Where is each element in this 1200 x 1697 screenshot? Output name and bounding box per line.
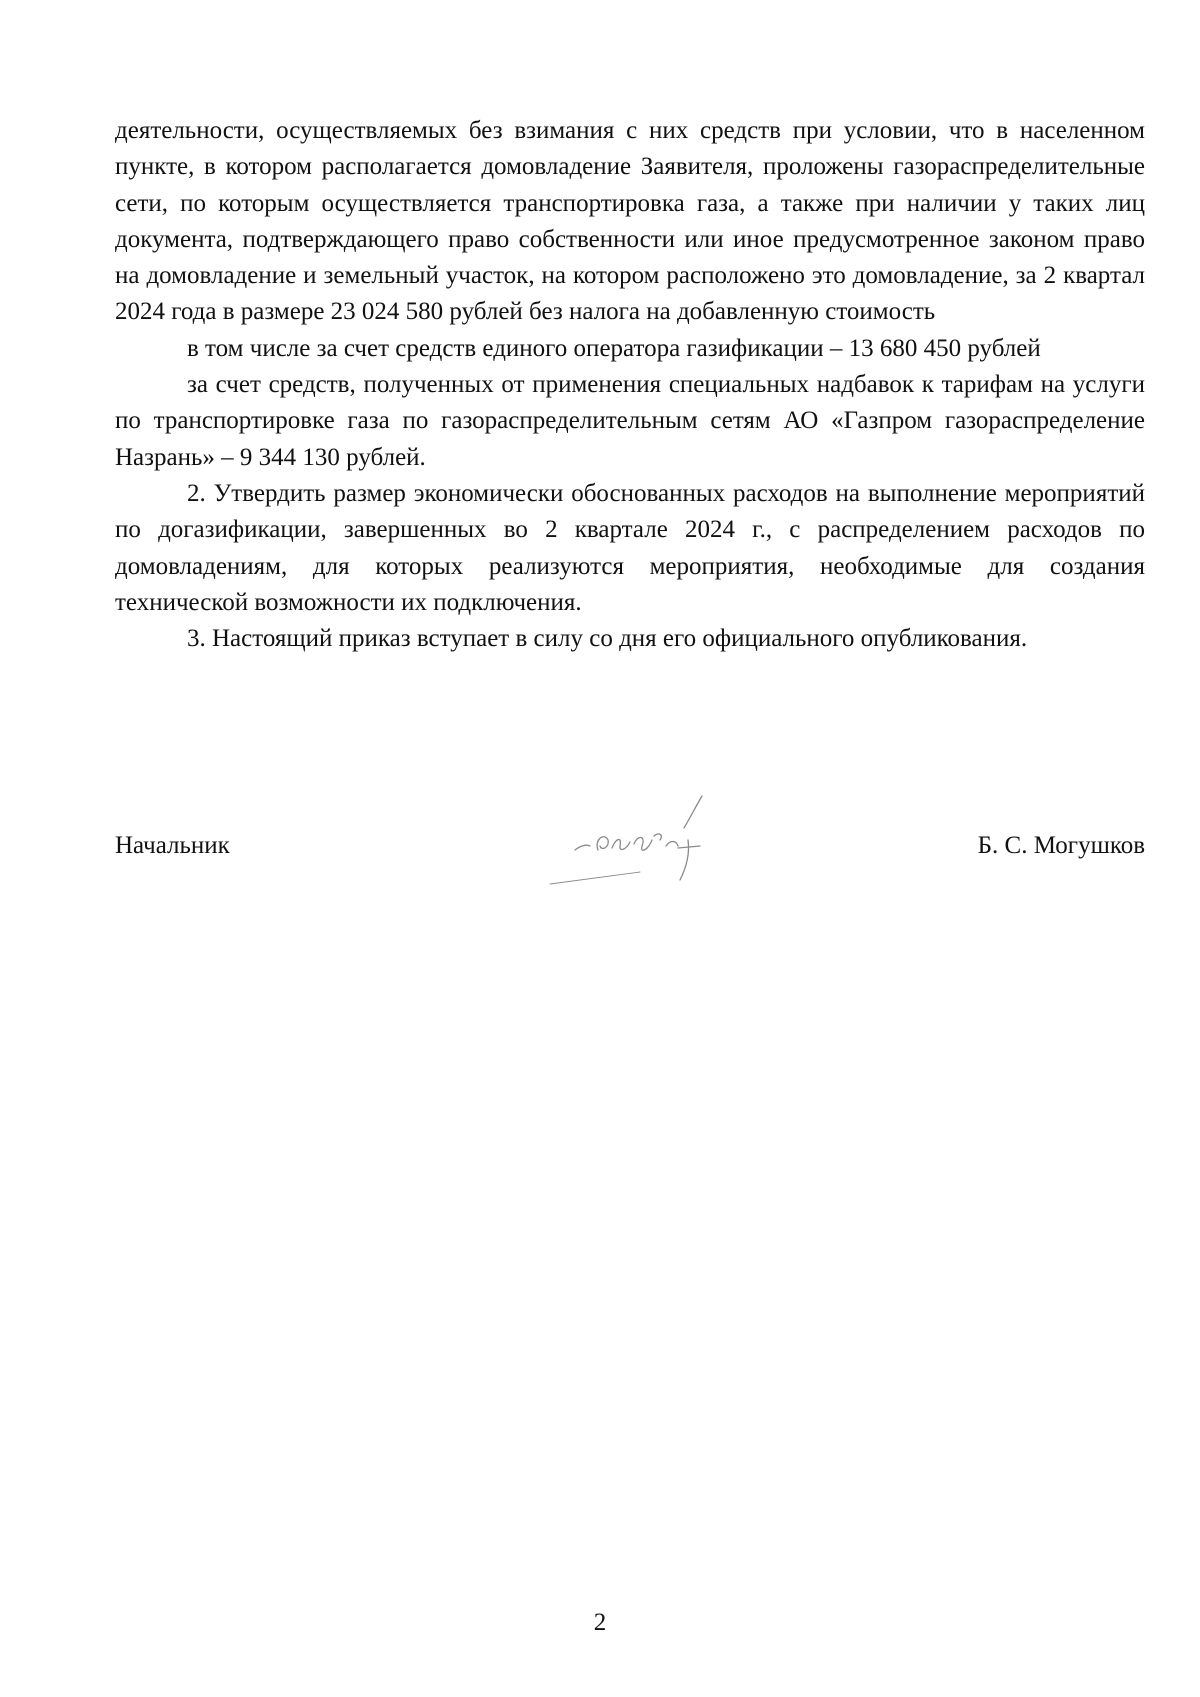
signature-block — [115, 828, 1145, 868]
paragraph-item-2: 2. Утвердить размер экономически обоснованных расходов на выполнение мероприятий по догазификации, завершенных во 2 квартале 2024 г., с распределением расходов по домовладениям, для которых реализуются мероприятия, необходимые для создания технической возможности их подключения. — [115, 479, 1145, 616]
page-number: 2 — [593, 1609, 607, 1636]
paragraph-operator-funds: в том числе за счет средств единого оператора газификации – 13 680 450 рублей — [187, 334, 1041, 362]
paragraph-item-3: 3. Настоящий приказ вступает в силу со дня его официального опубликования. — [187, 625, 1028, 653]
document-body — [115, 113, 1145, 657]
signatory-title: Начальник — [115, 832, 230, 859]
signatory-name: Б. С. Могушков — [977, 832, 1145, 859]
paragraph-continuation: деятельности, осуществляемых без взимания с них средств при условии, что в населенном пункте, в котором располагается домовладение Заявителя, проложены газораспределительные сети, по которым осуществляется транспортировка газа, а также при наличии у таких лиц документа, подтверждающего право собственности или иное предусмотренное законом право на домовладение и земельный участок, на котором расположено это домовладение, за 2 квартал 2024 года в размере 23 024 580 рублей без налога на добавленную стоимость — [115, 117, 1145, 326]
paragraph-tariff-funds: за счет средств, полученных от применения специальных надбавок к тарифам на услуги по транспортировке газа по газораспределительным сетям АО «Газпром газораспределение Назрань» – 9 344 130 рублей. — [115, 371, 1145, 471]
handwritten-signature — [520, 788, 820, 898]
